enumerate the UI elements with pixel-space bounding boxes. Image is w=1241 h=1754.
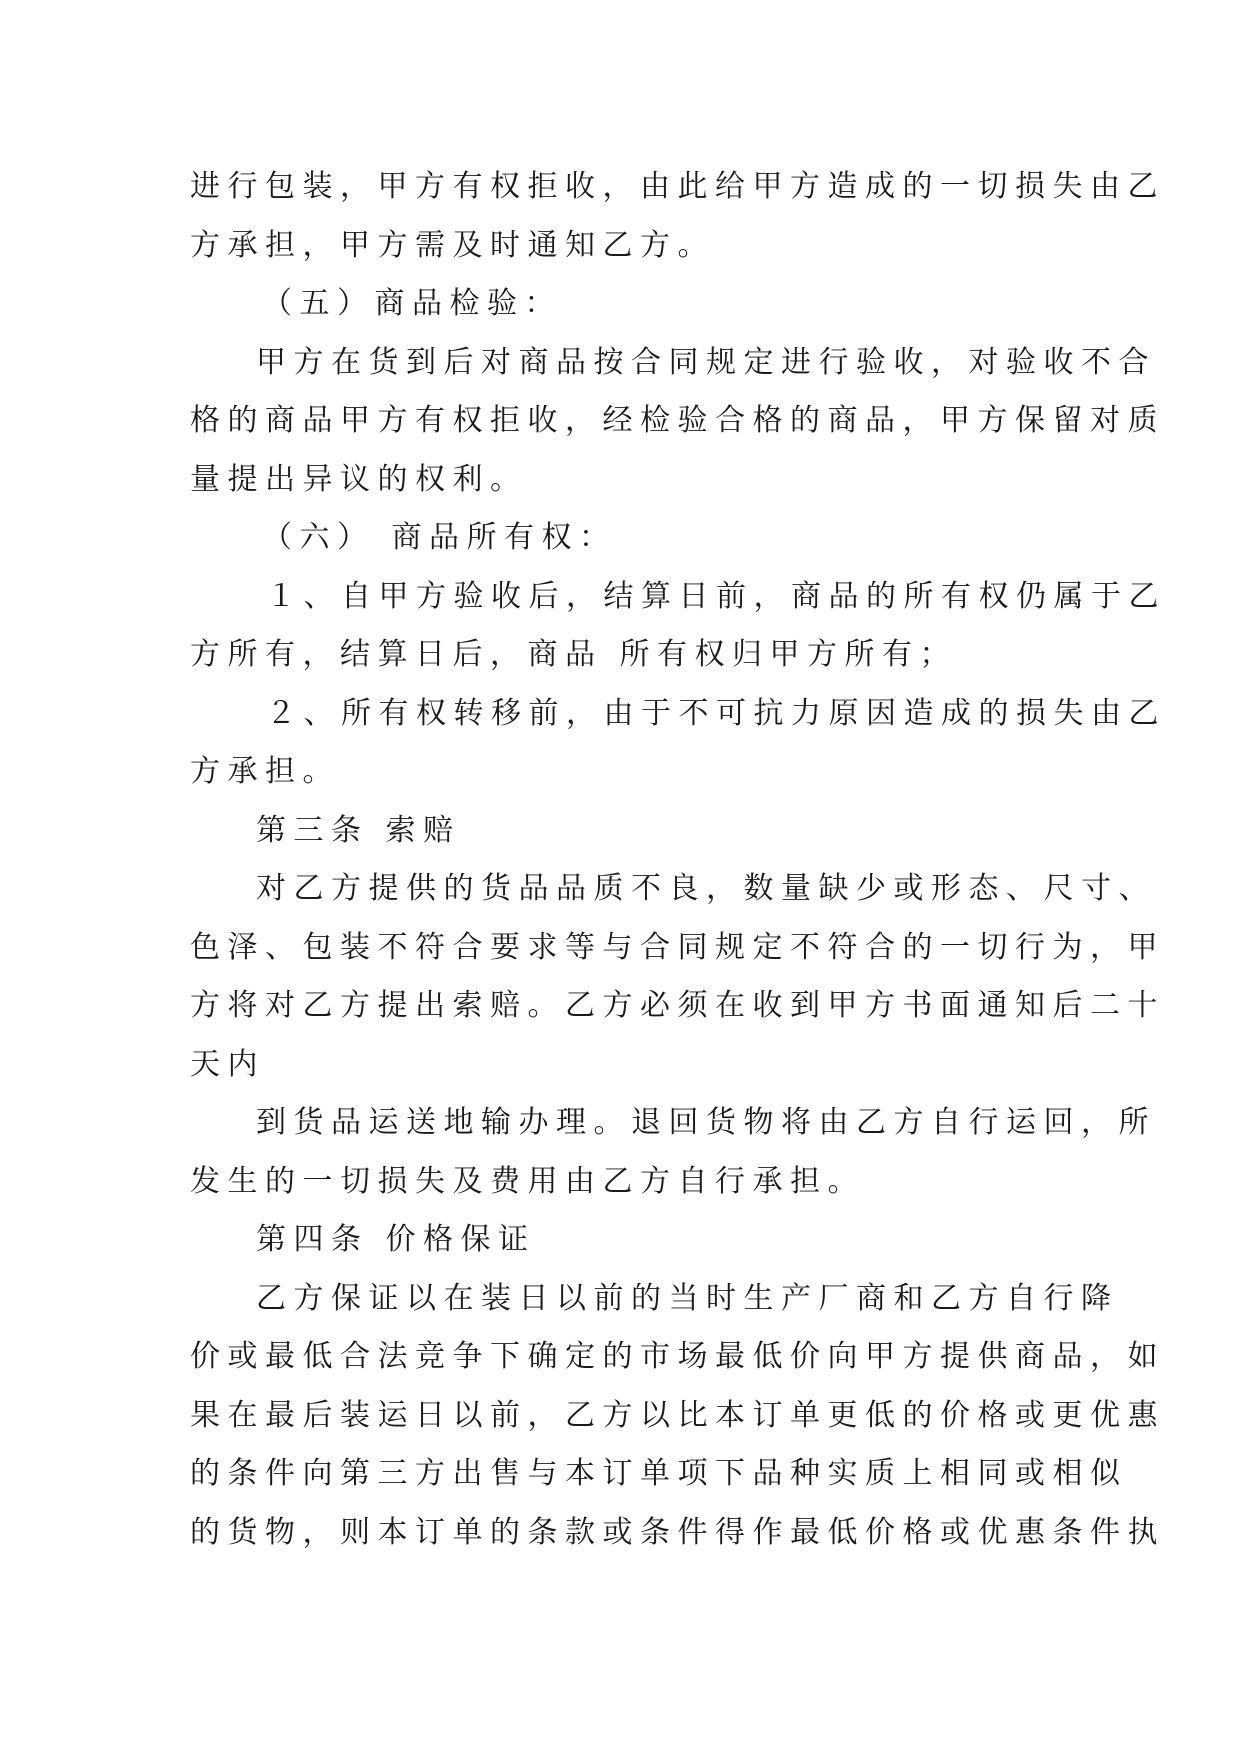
section-heading: （五）商品检验： bbox=[262, 286, 562, 321]
text-line: 量提出异议的权利。 bbox=[190, 461, 528, 497]
text-line: 乙方保证以在装日以前的当时生产厂商和乙方自行降 bbox=[256, 1280, 1119, 1316]
section-heading: （六） 商品所有权： bbox=[262, 520, 617, 555]
text-line: 甲方在货到后对商品按合同规定进行验收，对验收不合 bbox=[256, 344, 1156, 380]
document-body bbox=[190, 158, 1166, 1562]
text-line: 天内 bbox=[190, 1046, 265, 1082]
text-line: 方所有，结算日后，商品 所有权归甲方所有； bbox=[190, 637, 958, 672]
text-line: 到货品运送地输办理。退回货物将由乙方自行运回，所 bbox=[256, 1105, 1156, 1140]
article-heading: 第三条 索赔 bbox=[256, 812, 461, 848]
text-line: 果在最后装运日以前，乙方以比本订单更低的价格或更优惠 bbox=[190, 1397, 1165, 1433]
text-line: 进行包装，甲方有权拒收，由此给甲方造成的一切损失由乙 bbox=[190, 169, 1165, 204]
text-line: 色泽、包装不符合要求等与合同规定不符合的一切行为，甲 bbox=[190, 929, 1165, 965]
text-line: 对乙方提供的货品品质不良，数量缺少或形态、尺寸、 bbox=[256, 871, 1156, 906]
text-line: 格的商品甲方有权拒收，经检验合格的商品，甲方保留对质 bbox=[190, 403, 1165, 438]
text-line: 方承担，甲方需及时通知乙方。 bbox=[190, 227, 715, 263]
text-line: ２、所有权转移前，由于不可抗力原因造成的损失由乙 bbox=[266, 695, 1166, 731]
text-line: 价或最低合法竞争下确定的市场最低价向甲方提供商品，如 bbox=[190, 1339, 1165, 1374]
text-line: 的货物，则本订单的条款或条件得作最低价格或优惠条件执 bbox=[190, 1514, 1165, 1550]
article-heading: 第四条 价格保证 bbox=[256, 1222, 536, 1257]
text-line: 方承担。 bbox=[190, 754, 340, 789]
text-line: １、自甲方验收后，结算日前，商品的所有权仍属于乙 bbox=[266, 578, 1166, 614]
text-line: 的条件向第三方出售与本订单项下品种实质上相同或相似 bbox=[190, 1456, 1128, 1491]
text-line: 方将对乙方提出索赔。乙方必须在收到甲方书面通知后二十 bbox=[190, 988, 1165, 1023]
text-line: 发生的一切损失及费用由乙方自行承担。 bbox=[190, 1163, 865, 1199]
